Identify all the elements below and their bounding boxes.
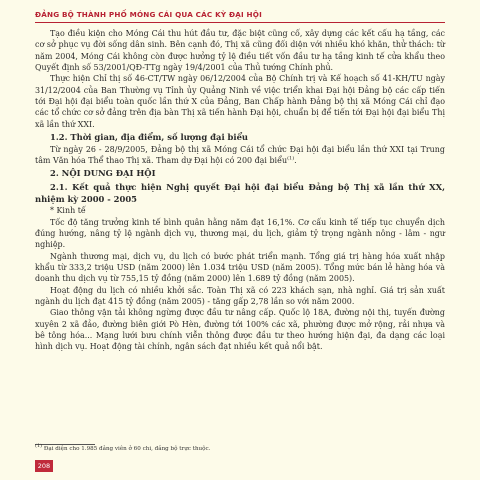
section-heading-results: 2.1. Kết quả thực hiện Nghị quyết Đại hội đại biểu Đảng bộ Thị xã lần thứ XX, nhiệm kỳ 2000 - 2005 [35,181,445,204]
congress-dates-text: Từ ngày 26 - 28/9/2005, Đảng bộ thị xã Móng Cái tổ chức Đại hội đại biểu lần thứ XXI tại Trung tâm Văn hóa Thể thao Thị xã. Tham dự Đại hội có 200 đại biểu [35,144,445,166]
paragraph-intro: Tạo điều kiện cho Móng Cái thu hút đầu tư, đặc biệt cũng cố, xây dựng các kết cấu hạ tầng, các cơ sở phục vụ đời sống dân sinh. Bên cạnh đó, Thị xã cũng đối diện với nhiều khó khăn, thử thách: từ năm 2004, Móng Cái không còn được hưởng tỷ lệ điều tiết vốn đầu tư hạ tầng kinh tế cửa khẩu theo Quyết định số 53/2001/QĐ-TTg ngày 19/4/2001 của Thủ tướng Chính phủ. [35,29,445,73]
congress-dates-end: . [294,156,297,166]
section-heading-time-place: 1.2. Thời gian, địa điểm, số lượng đại biểu [50,132,248,143]
paragraph-transport: Giao thông vận tải không ngừng được đầu tư nâng cấp. Quốc lộ 18A, đường nội thị, tuyến đường xuyên 2 xã đảo, đường biên giới Pò Hèn, đường tới 100% các xã, phường được mở rộng, rải nhựa và bê tông hóa... Mạng lưới bưu chính viễn thông được đầu tư theo hướng hiện đại, đa dạng các loại hình dịch vụ. Hoạt động tài chính, ngân sách đạt nhiều kết quả nổi bật. [35,308,445,352]
footnote-ref: (1) [287,155,295,162]
running-header: ĐẢNG BỘ THÀNH PHỐ MÓNG CÁI QUA CÁC KỲ ĐẠI HỘI [35,10,262,19]
paragraph-congress-dates [35,144,445,167]
paragraph-growth: Tốc độ tăng trưởng kinh tế bình quân hằng năm đạt 16,1%. Cơ cấu kinh tế tiếp tục chuyển dịch đúng hướng, nâng tỷ lệ ngành dịch vụ, thương mại, du lịch, giảm tỷ trọng ngành nông - lâm - ngư nghiệp. [35,217,445,250]
footnote-text: Đại diện cho 1.985 đảng viên ở 60 chi, đảng bộ trực thuộc. [42,446,211,452]
section-heading-content: 2. NỘI DUNG ĐẠI HỘI [50,168,156,179]
paragraph-directive: Thực hiện Chỉ thị số 46-CT/TW ngày 06/12/2004 của Bộ Chính trị và Kế hoạch số 41-KH/TU ngày 31/12/2004 của Ban Thường vụ Tỉnh ủy Quảng Ninh về việc triển khai Đại hội Đảng bộ các cấp tiến tới Đại hội đại biểu toàn quốc lần thứ X của Đảng, Ban Chấp hành Đảng bộ thị xã Móng Cái chỉ đạo các tổ chức cơ sở đảng trên địa bàn Thị xã tiến hành Đại hội, chuẩn bị để tiến tới Đại hội đại biểu Thị xã lần thứ XXI. [35,74,445,129]
page-number: 208 [35,460,53,472]
paragraph-economy-label: * Kinh tế [50,206,86,216]
page-body [35,28,445,353]
footnote [35,443,445,453]
paragraph-trade: Ngành thương mại, dịch vụ, du lịch có bước phát triển mạnh. Tổng giá trị hàng hóa xuất nhập khẩu từ 333,2 triệu USD (năm 2000) lên 1.034 triệu USD (năm 2005). Tổng mức bán lẻ hàng hóa và doanh thu dịch vụ từ 755,15 tỷ đồng (năm 2000) lên 1.689 tỷ đồng (năm 2005). [35,251,445,284]
paragraph-tourism: Hoạt động du lịch có nhiều khởi sắc. Toàn Thị xã có 223 khách sạn, nhà nghỉ. Giá trị sản xuất ngành du lịch đạt 415 tỷ đồng (năm 2005) - tăng gấp 2,78 lần so với năm 2000. [35,285,445,306]
footnote-marker: (1) [35,443,43,450]
footnote-rule [35,444,95,445]
header-rule [35,22,445,23]
